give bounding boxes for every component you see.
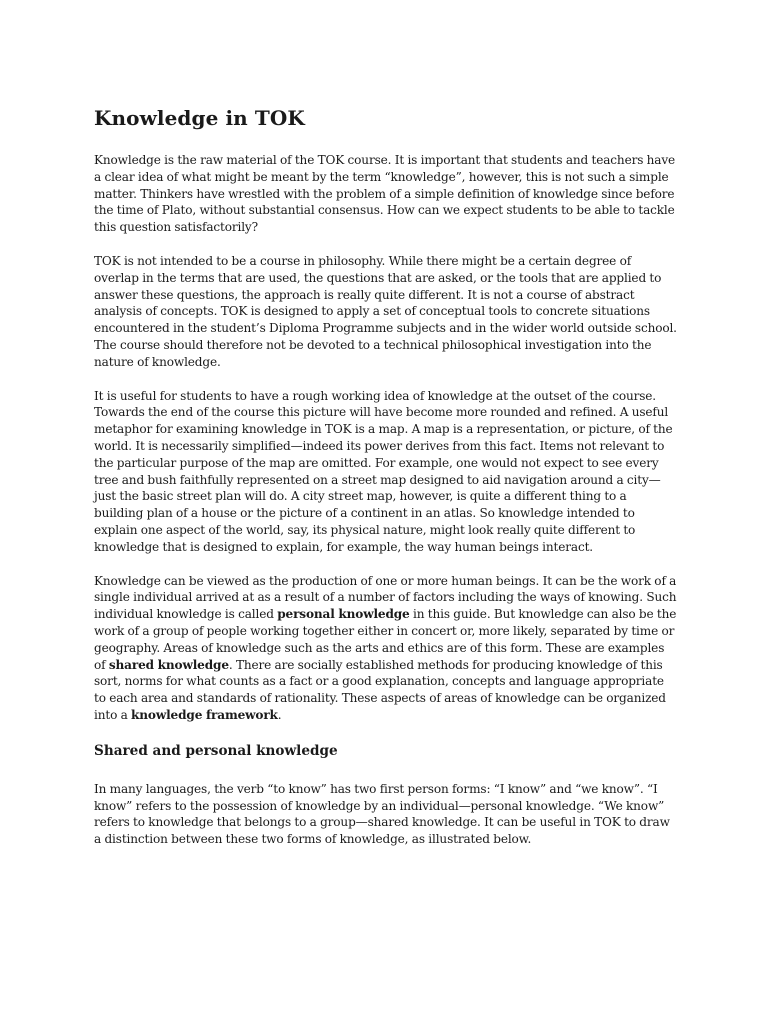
paragraph-shared-personal: In many languages, the verb “to know” has two first person forms: “I know” and “we know”. “I know” refers to the possession of knowledge by an individual—personal knowledge. “We know” refers to knowledge that belongs to a group—shared knowledge. It can be useful in TOK to draw a distinction between these two forms of knowledge, as illustrated below. — [94, 781, 670, 847]
paragraph-intro: Knowledge is the raw material of the TOK course. It is important that students and teachers have a clear idea of what might be meant by the term “knowledge”, however, this is not such a simple matter. Thinkers have wrestled with the problem of a simple definition of knowledge since before the time of Plato, without substantial consensus. How can we expect students to be able to tackle this question satisfactorily? — [94, 153, 676, 235]
paragraph-philosophy: TOK is not intended to be a course in philosophy. While there might be a certain degree of overlap in the terms that are used, the questions that are asked, or the tools that are applied to answer these questions, the approach is really quite different. It is not a course of abstract analysis of concepts. TOK is designed to apply a set of conceptual tools to concrete situations encountered in the student’s Diploma Programme subjects and in the wider world outside school. The course should therefore not be devoted to a technical philosophical investigation into the nature of knowledge. — [94, 253, 677, 369]
text-run: . There are socially established methods for producing knowledge of this sort, norms for what counts as a fact or a good explanation, concepts and language appropriate to each area and standards of rationality. These aspects of areas of knowledge can be organized into a — [94, 657, 666, 722]
text-run: Knowledge can be viewed as the production of one or more human beings. It can be the work of a single individual arrived at as a result of a number of factors including the ways of knowing. Such individual knowledge is called — [94, 573, 677, 622]
term-shared-knowledge: shared knowledge — [108, 657, 229, 672]
term-personal-knowledge: personal knowledge — [277, 607, 410, 622]
paragraph-map-metaphor: It is useful for students to have a rough working idea of knowledge at the outset of the course. Towards the end of the course this picture will have become more rounded and refined. A useful metaphor for examining knowledge in TOK is a map. A map is a representation, or picture, of the world. It is necessarily simplified—indeed its power derives from this fact. Items not relevant to the particular purpose of the map are omitted. For example, one would not expect to see every tree and bush faithfully represented on a street map designed to aid navigation around a city—just the basic street plan will do. A city street map, however, is quite a different thing to a building plan of a house or the picture of a continent in an atlas. So knowledge intended to explain one aspect of the world, say, its physical nature, might look really quite different to knowledge that is designed to explain, for example, the way human beings interact. — [94, 388, 673, 554]
term-knowledge-framework: knowledge framework — [131, 707, 278, 722]
section-heading: Shared and personal knowledge — [94, 742, 338, 759]
text-run: . — [277, 707, 282, 722]
text-run: in this guide. But knowledge can also be the work of a group of people working together either in concert or, more likely, separated by time or geography. Areas of knowledge such as the arts and ethics are of this form. These are examples of — [94, 607, 677, 672]
paragraph-knowledge-production — [94, 573, 678, 724]
page-title: Knowledge in TOK — [94, 106, 305, 130]
document-page — [94, 104, 678, 848]
